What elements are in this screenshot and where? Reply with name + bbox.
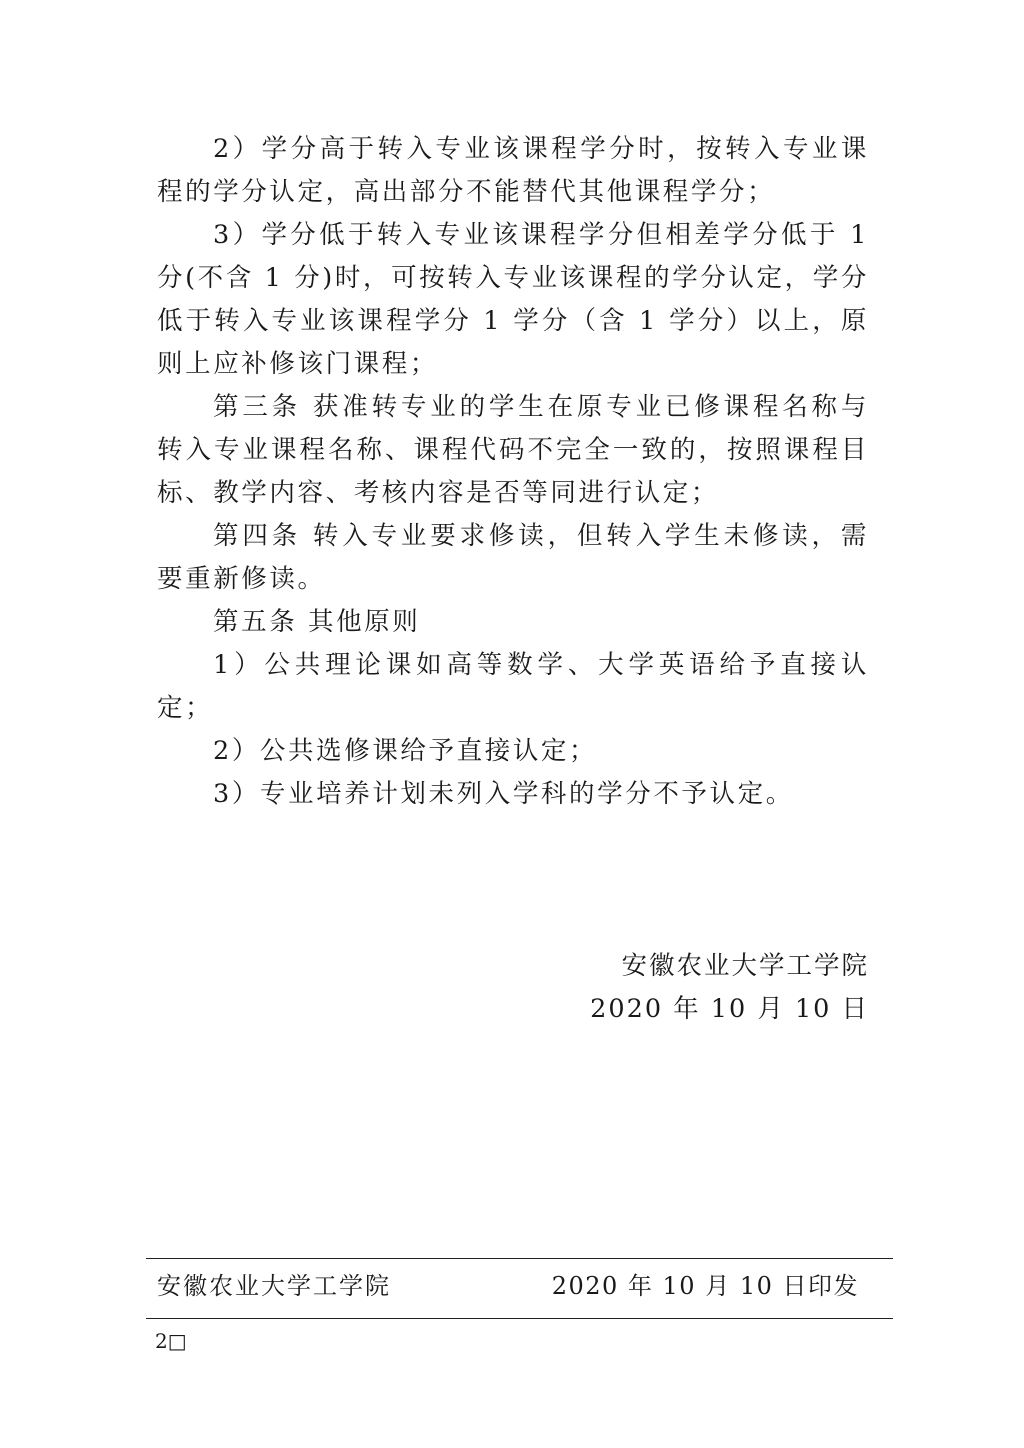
signature-organization: 安徽农业大学工学院 [621, 951, 869, 981]
paragraph-clause-2-2: 2）学分高于转入专业该课程学分时，按转入专业课程的学分认定，高出部分不能替代其他课程学分； [157, 134, 869, 207]
paragraph-article-5-item-3: 3）专业培养计划未列入学科的学分不予认定。 [213, 779, 794, 809]
signature-block [590, 945, 869, 1031]
paragraph-clause-2-3: 3）学分低于转入专业该课程学分但相差学分低于 1 分(不含 1 分)时，可按转入专业该课程的学分认定，学分低于转入专业该课程学分 1 学分（含 1 学分）以上，原则上应补修该门课程； [157, 220, 869, 379]
paragraph-article-5-item-2: 2）公共选修课给予直接认定； [213, 736, 598, 766]
document-body [157, 128, 869, 816]
paragraph-article-5-heading: 第五条 其他原则 [213, 607, 421, 637]
paragraph-article-4: 第四条 转入专业要求修读，但转入学生未修读，需要重新修读。 [157, 521, 869, 594]
footer-bottom-rule [146, 1318, 893, 1319]
paragraph-article-3: 第三条 获准转专业的学生在原专业已修课程名称与转入专业课程名称、课程代码不完全一致的，按照课程目标、教学内容、考核内容是否等同进行认定； [157, 392, 869, 508]
signature-date: 2020 年 10 月 10 日 [590, 994, 869, 1024]
paragraph-article-5-item-1: 1）公共理论课如高等数学、大学英语给予直接认定； [157, 650, 869, 723]
page-number: 2□ [155, 1329, 187, 1353]
footer-issuer: 安徽农业大学工学院 [157, 1272, 391, 1300]
footer-issue-date: 2020 年 10 月 10 日印发 [551, 1272, 859, 1300]
footer-top-rule [146, 1258, 893, 1259]
